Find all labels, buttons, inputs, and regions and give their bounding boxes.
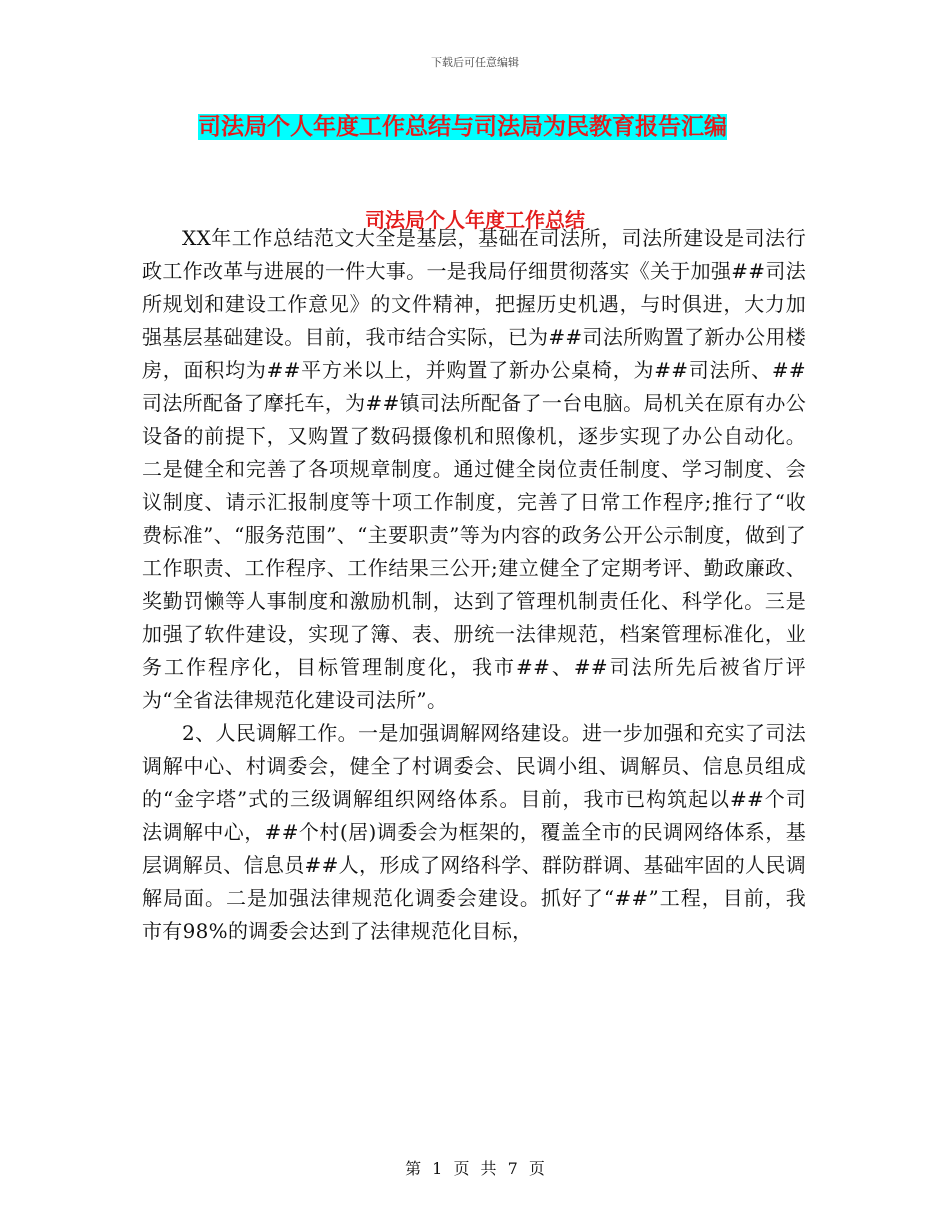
paragraph-2: 2、人民调解工作。一是加强调解网络建设。进一步加强和充实了司法调解中心、村调委会，健全了村调委会、民调小组、调解员、信息员组成的“金字塔”式的三级调解组织网络体系。目前，我市已构筑起以##个司法调解中心，##个村(居)调委会为框架的，覆盖全市的民调网络体系，基层调解员、信息员##人，形成了网络科学、群防群调、基础牢固的人民调解局面。二是加强法律规范化调委会建设。抓好了“##”工程，目前，我市有98%的调委会达到了法律规范化目标， bbox=[142, 721, 806, 943]
page-header-note: 下载后可任意编辑 bbox=[431, 56, 519, 69]
main-title-highlight: 司法局个人年度工作总结与司法局为民教育报告汇编 bbox=[198, 114, 727, 140]
document-body bbox=[142, 222, 806, 948]
section-title: 司法局个人年度工作总结 bbox=[365, 208, 585, 232]
document-main-title bbox=[196, 110, 729, 144]
paragraph-1: XX年工作总结范文大全是基层，基础在司法所，司法所建设是司法行政工作改革与进展的一件大事。一是我局仔细贯彻落实《关于加强##司法所规划和建设工作意见》的文件精神，把握历史机遇，与时俱进，大力加强基层基础建设。目前，我市结合实际，已为##司法所购置了新办公用楼房，面积均为##平方米以上，并购置了新办公桌椅，为##司法所、##司法所配备了摩托车，为##镇司法所配备了一台电脑。局机关在原有办公设备的前提下，又购置了数码摄像机和照像机，逐步实现了办公自动化。二是健全和完善了各项规章制度。通过健全岗位责任制度、学习制度、会议制度、请示汇报制度等十项工作制度，完善了日常工作程序;推行了“收费标准”、“服务范围”、“主要职责”等为内容的政务公开公示制度，做到了工作职责、工作程序、工作结果三公开;建立健全了定期考评、勤政廉政、奖勤罚懒等人事制度和激励机制，达到了管理机制责任化、科学化。三是加强了软件建设，实现了簿、表、册统一法律规范，档案管理标准化，业务工作程序化，目标管理制度化，我市##、##司法所先后被省厅评为“全省法律规范化建设司法所”。 bbox=[142, 226, 806, 712]
page-number-footer: 第 1 页 共 7 页 bbox=[405, 1159, 545, 1178]
